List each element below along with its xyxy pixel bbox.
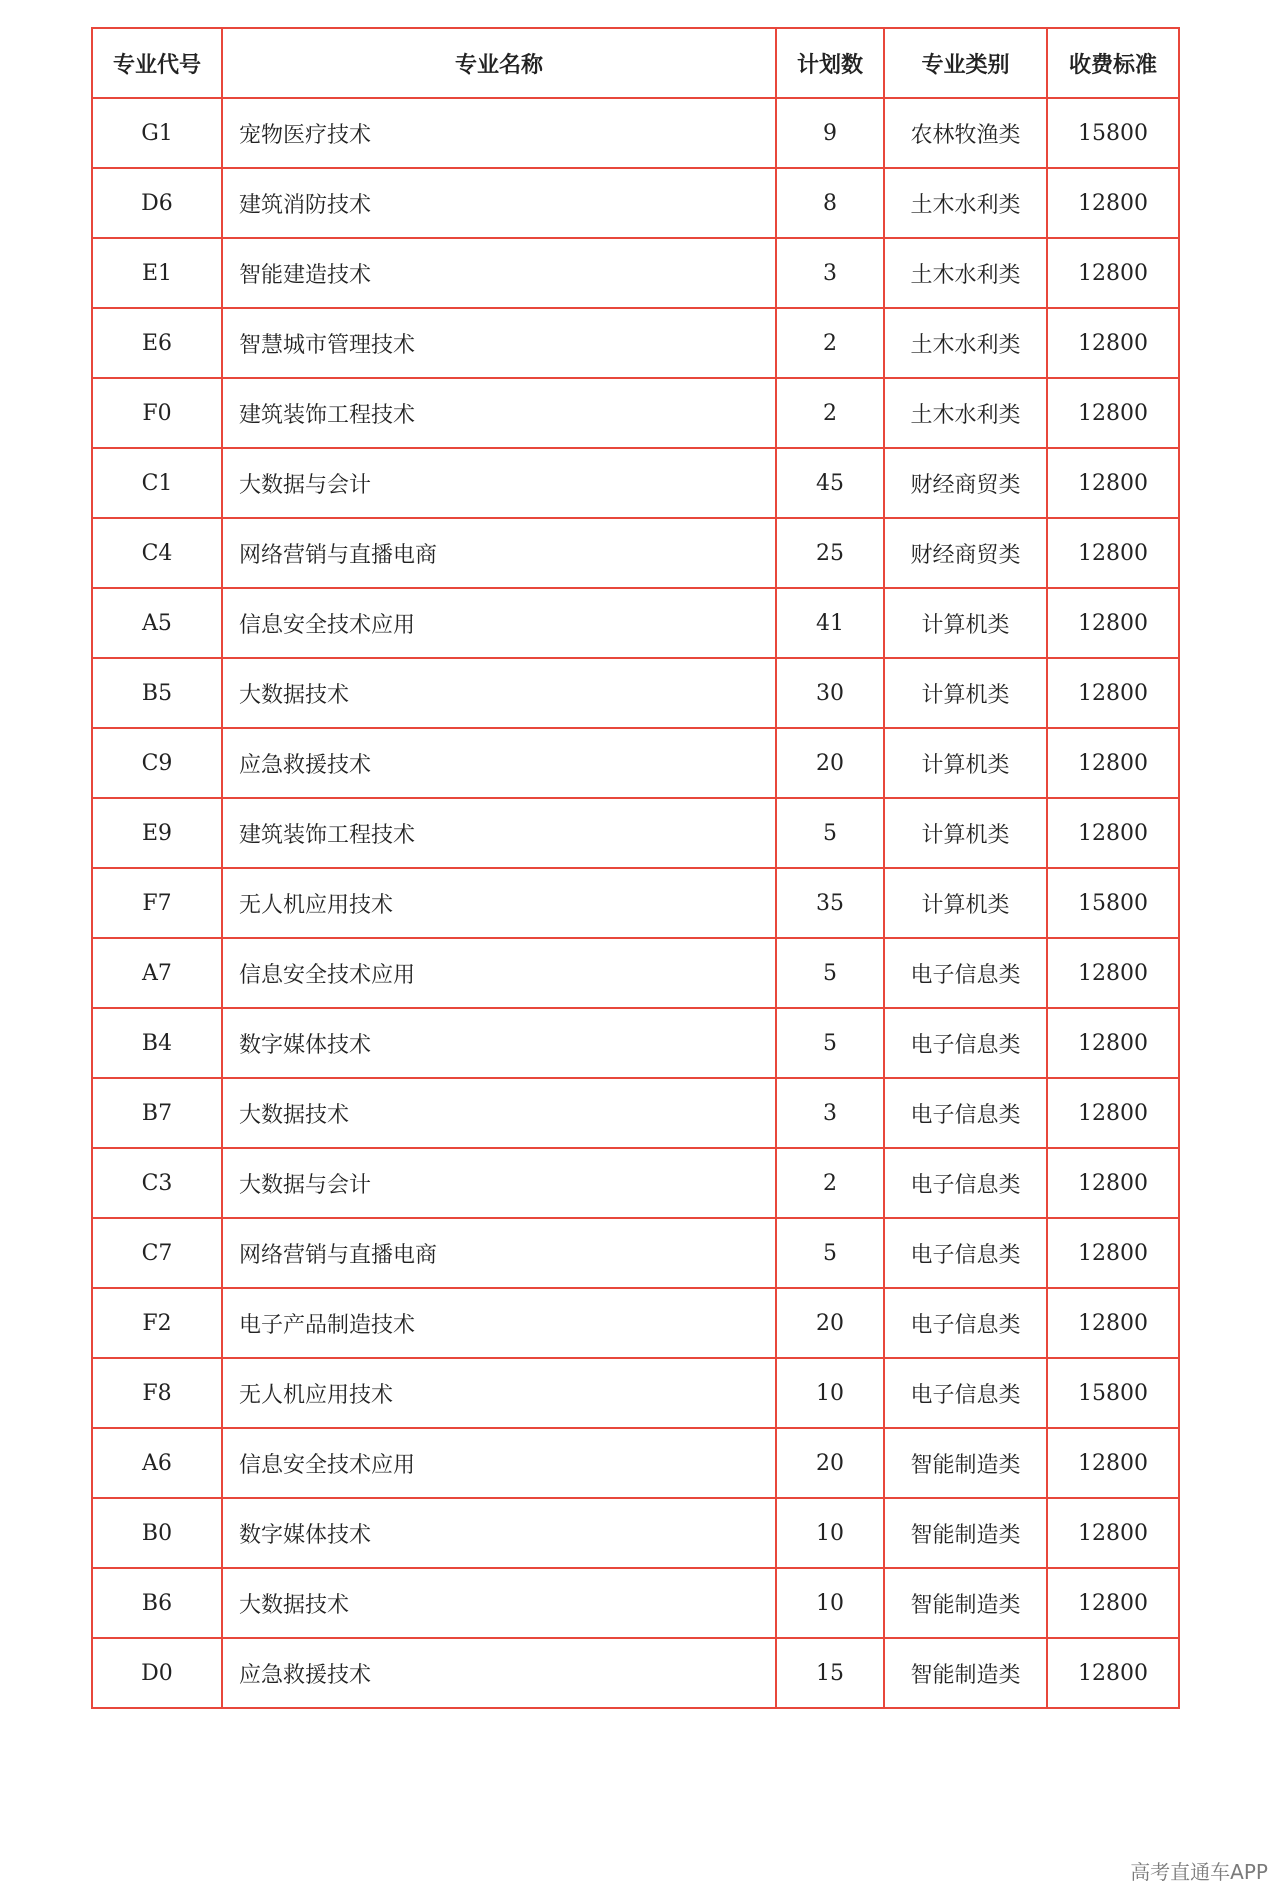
cell-major-category: 财经商贸类: [884, 448, 1047, 518]
cell-fee-standard: 12800: [1047, 238, 1179, 308]
cell-major-category: 土木水利类: [884, 168, 1047, 238]
cell-plan-count: 25: [776, 518, 884, 588]
cell-major-category: 计算机类: [884, 728, 1047, 798]
header-major-code: 专业代号: [92, 28, 222, 98]
cell-major-name: 电子产品制造技术: [222, 1288, 776, 1358]
cell-fee-standard: 12800: [1047, 1218, 1179, 1288]
table-row: [92, 728, 1179, 798]
table-row: [92, 1568, 1179, 1638]
cell-major-category: 电子信息类: [884, 1288, 1047, 1358]
table-body: [92, 98, 1179, 1708]
table-row: [92, 588, 1179, 658]
cell-plan-count: 5: [776, 1218, 884, 1288]
enrollment-plan-table-container: [91, 27, 1178, 1709]
cell-fee-standard: 12800: [1047, 938, 1179, 1008]
cell-major-category: 土木水利类: [884, 378, 1047, 448]
cell-major-category: 智能制造类: [884, 1498, 1047, 1568]
cell-major-name: 智能建造技术: [222, 238, 776, 308]
cell-plan-count: 20: [776, 728, 884, 798]
cell-fee-standard: 12800: [1047, 448, 1179, 518]
enrollment-plan-table: [91, 27, 1180, 1709]
cell-plan-count: 20: [776, 1428, 884, 1498]
cell-major-code: E9: [92, 798, 222, 868]
cell-plan-count: 5: [776, 1008, 884, 1078]
table-row: [92, 518, 1179, 588]
cell-plan-count: 8: [776, 168, 884, 238]
table-row: [92, 1358, 1179, 1428]
cell-major-name: 建筑装饰工程技术: [222, 378, 776, 448]
cell-major-name: 信息安全技术应用: [222, 588, 776, 658]
table-row: [92, 98, 1179, 168]
table-row: [92, 168, 1179, 238]
cell-major-code: B5: [92, 658, 222, 728]
table-row: [92, 868, 1179, 938]
cell-major-code: C1: [92, 448, 222, 518]
cell-fee-standard: 15800: [1047, 868, 1179, 938]
cell-fee-standard: 12800: [1047, 378, 1179, 448]
cell-major-code: A7: [92, 938, 222, 1008]
cell-major-code: E1: [92, 238, 222, 308]
cell-major-name: 信息安全技术应用: [222, 938, 776, 1008]
cell-major-name: 大数据与会计: [222, 448, 776, 518]
cell-major-code: C9: [92, 728, 222, 798]
cell-major-category: 计算机类: [884, 658, 1047, 728]
cell-major-name: 大数据技术: [222, 658, 776, 728]
cell-fee-standard: 12800: [1047, 798, 1179, 868]
cell-major-name: 智慧城市管理技术: [222, 308, 776, 378]
cell-major-code: D0: [92, 1638, 222, 1708]
cell-major-category: 土木水利类: [884, 238, 1047, 308]
cell-plan-count: 10: [776, 1568, 884, 1638]
cell-fee-standard: 12800: [1047, 518, 1179, 588]
cell-major-code: C4: [92, 518, 222, 588]
cell-fee-standard: 12800: [1047, 1008, 1179, 1078]
cell-plan-count: 10: [776, 1358, 884, 1428]
cell-major-code: A6: [92, 1428, 222, 1498]
cell-major-category: 电子信息类: [884, 1008, 1047, 1078]
table-row: [92, 1638, 1179, 1708]
table-row: [92, 238, 1179, 308]
cell-major-code: E6: [92, 308, 222, 378]
cell-plan-count: 2: [776, 1148, 884, 1218]
cell-major-code: C3: [92, 1148, 222, 1218]
cell-plan-count: 35: [776, 868, 884, 938]
cell-major-code: B7: [92, 1078, 222, 1148]
table-row: [92, 938, 1179, 1008]
cell-major-name: 建筑消防技术: [222, 168, 776, 238]
cell-major-category: 土木水利类: [884, 308, 1047, 378]
cell-fee-standard: 12800: [1047, 728, 1179, 798]
header-plan-count: 计划数: [776, 28, 884, 98]
cell-plan-count: 30: [776, 658, 884, 728]
table-row: [92, 798, 1179, 868]
cell-major-category: 电子信息类: [884, 1218, 1047, 1288]
cell-major-name: 应急救援技术: [222, 728, 776, 798]
cell-major-category: 电子信息类: [884, 1078, 1047, 1148]
cell-plan-count: 5: [776, 938, 884, 1008]
cell-major-category: 电子信息类: [884, 938, 1047, 1008]
cell-major-name: 数字媒体技术: [222, 1008, 776, 1078]
cell-major-name: 无人机应用技术: [222, 1358, 776, 1428]
table-row: [92, 378, 1179, 448]
cell-major-name: 数字媒体技术: [222, 1498, 776, 1568]
cell-major-code: F0: [92, 378, 222, 448]
cell-fee-standard: 12800: [1047, 1428, 1179, 1498]
cell-major-code: A5: [92, 588, 222, 658]
watermark-text: 高考直通车APP: [1130, 1860, 1268, 1884]
cell-major-name: 信息安全技术应用: [222, 1428, 776, 1498]
cell-fee-standard: 15800: [1047, 1358, 1179, 1428]
cell-major-category: 计算机类: [884, 588, 1047, 658]
cell-major-name: 建筑装饰工程技术: [222, 798, 776, 868]
table-row: [92, 658, 1179, 728]
cell-plan-count: 45: [776, 448, 884, 518]
cell-major-name: 应急救援技术: [222, 1638, 776, 1708]
cell-plan-count: 5: [776, 798, 884, 868]
cell-plan-count: 3: [776, 238, 884, 308]
cell-fee-standard: 12800: [1047, 1638, 1179, 1708]
cell-major-category: 财经商贸类: [884, 518, 1047, 588]
cell-major-code: C7: [92, 1218, 222, 1288]
cell-major-category: 农林牧渔类: [884, 98, 1047, 168]
cell-major-code: B4: [92, 1008, 222, 1078]
cell-major-code: F7: [92, 868, 222, 938]
cell-plan-count: 15: [776, 1638, 884, 1708]
table-row: [92, 1078, 1179, 1148]
cell-plan-count: 2: [776, 308, 884, 378]
cell-major-category: 电子信息类: [884, 1148, 1047, 1218]
cell-major-code: B6: [92, 1568, 222, 1638]
cell-major-category: 计算机类: [884, 868, 1047, 938]
cell-plan-count: 41: [776, 588, 884, 658]
table-row: [92, 1428, 1179, 1498]
cell-major-category: 智能制造类: [884, 1638, 1047, 1708]
table-row: [92, 1008, 1179, 1078]
cell-fee-standard: 12800: [1047, 1568, 1179, 1638]
cell-fee-standard: 12800: [1047, 588, 1179, 658]
cell-fee-standard: 12800: [1047, 1288, 1179, 1358]
table-row: [92, 448, 1179, 518]
table-header-row: [92, 28, 1179, 98]
header-major-name: 专业名称: [222, 28, 776, 98]
cell-major-code: F8: [92, 1358, 222, 1428]
cell-plan-count: 20: [776, 1288, 884, 1358]
cell-major-name: 网络营销与直播电商: [222, 518, 776, 588]
cell-plan-count: 2: [776, 378, 884, 448]
cell-major-name: 大数据技术: [222, 1568, 776, 1638]
cell-plan-count: 10: [776, 1498, 884, 1568]
cell-plan-count: 3: [776, 1078, 884, 1148]
cell-major-category: 智能制造类: [884, 1428, 1047, 1498]
header-major-category: 专业类别: [884, 28, 1047, 98]
cell-major-category: 智能制造类: [884, 1568, 1047, 1638]
cell-major-code: G1: [92, 98, 222, 168]
cell-fee-standard: 12800: [1047, 1148, 1179, 1218]
cell-major-code: D6: [92, 168, 222, 238]
table-row: [92, 1288, 1179, 1358]
cell-plan-count: 9: [776, 98, 884, 168]
cell-fee-standard: 12800: [1047, 308, 1179, 378]
header-fee-standard: 收费标准: [1047, 28, 1179, 98]
cell-fee-standard: 12800: [1047, 1078, 1179, 1148]
cell-major-name: 网络营销与直播电商: [222, 1218, 776, 1288]
cell-major-code: F2: [92, 1288, 222, 1358]
cell-fee-standard: 15800: [1047, 98, 1179, 168]
cell-major-code: B0: [92, 1498, 222, 1568]
cell-major-name: 大数据与会计: [222, 1148, 776, 1218]
cell-fee-standard: 12800: [1047, 658, 1179, 728]
cell-major-category: 计算机类: [884, 798, 1047, 868]
table-row: [92, 1498, 1179, 1568]
cell-fee-standard: 12800: [1047, 1498, 1179, 1568]
cell-major-category: 电子信息类: [884, 1358, 1047, 1428]
cell-major-name: 大数据技术: [222, 1078, 776, 1148]
table-row: [92, 1218, 1179, 1288]
table-row: [92, 308, 1179, 378]
cell-major-name: 无人机应用技术: [222, 868, 776, 938]
cell-major-name: 宠物医疗技术: [222, 98, 776, 168]
cell-fee-standard: 12800: [1047, 168, 1179, 238]
table-row: [92, 1148, 1179, 1218]
